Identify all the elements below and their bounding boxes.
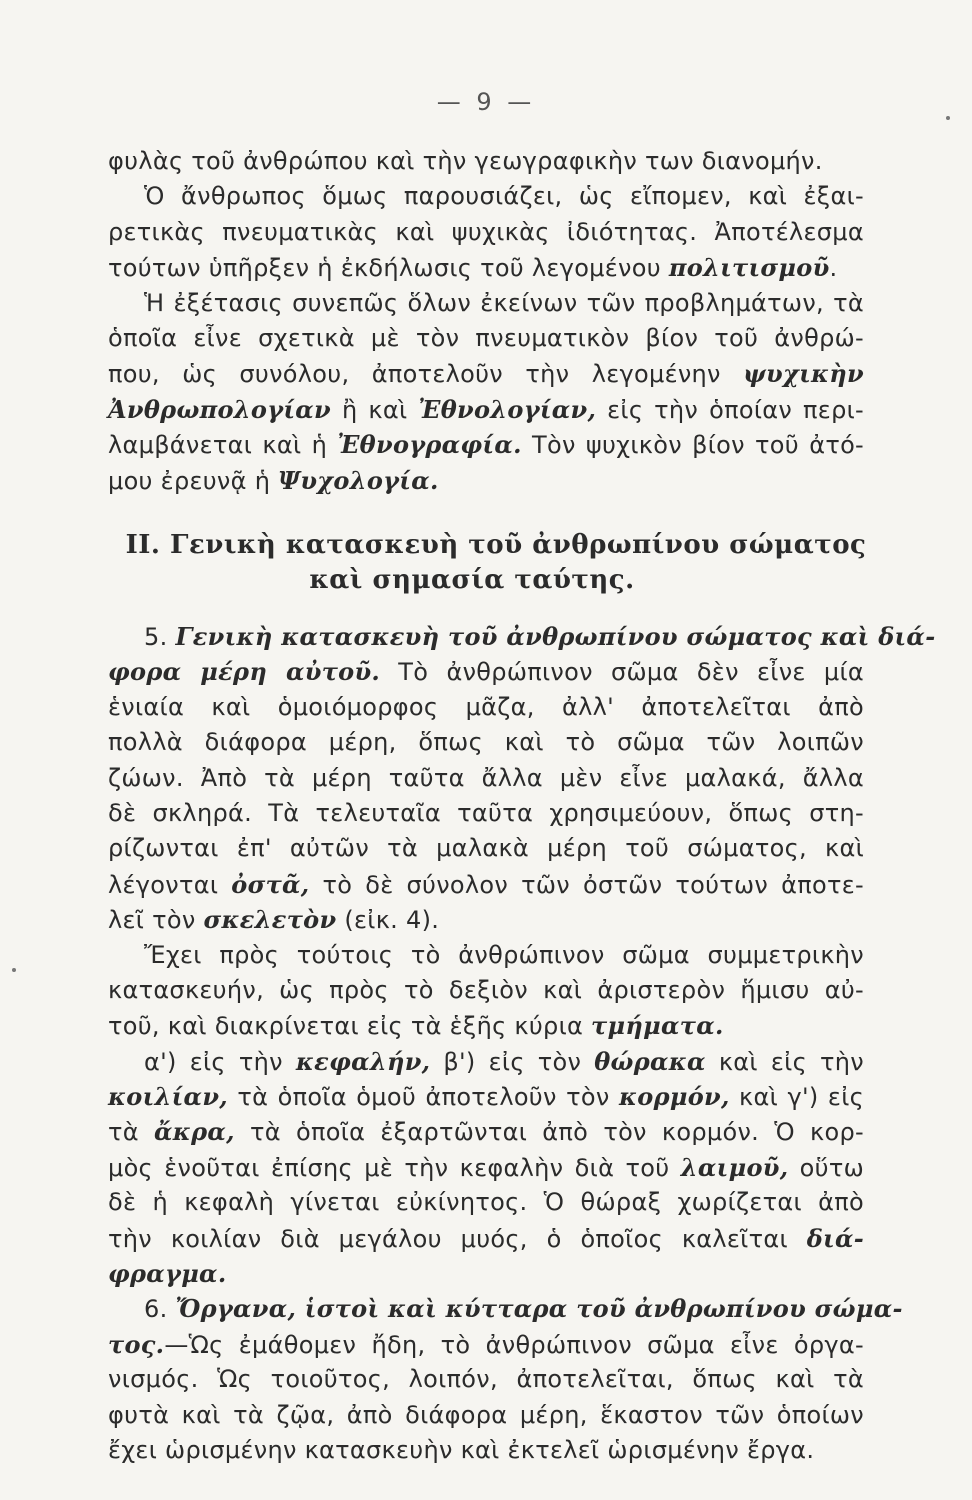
text-run: ρίζωνται ἐπ' αὐτῶν τὰ μαλακὰ μέρη τοῦ σώματος, καὶ [108, 834, 864, 863]
text-line [108, 761, 864, 796]
text-run: κατασκευήν, ὡς πρὸς τὸ δεξιὸν καὶ ἀριστερὸν ἥμισυ αὐ- [108, 975, 864, 1004]
text-run: φυτὰ καὶ τὰ ζῷα, ἀπὸ διάφορα μέρη, ἕκαστον τῶν ὁποίων [108, 1400, 864, 1429]
text-run: τὴν κοιλίαν διὰ μεγάλου μυός, ὁ ὁποῖος καλεῖται [108, 1224, 807, 1253]
emphasized-term: θώρακα [594, 1046, 706, 1076]
text-run: μου ἐρευνᾷ ἡ [108, 466, 279, 495]
text-line [108, 796, 864, 831]
text-run: 6. [144, 1295, 176, 1324]
text-run: Ἡ ἐξέτασις συνεπῶς ὅλων ἐκείνων τῶν προβλημάτων, τὰ [144, 288, 864, 317]
emphasized-term: Γενικὴ κατασκευὴ τοῦ ἀνθρωπίνου σώματος καὶ διά- [175, 622, 936, 651]
text-line [108, 973, 864, 1008]
text-line [108, 1433, 864, 1468]
text-line [108, 1291, 903, 1326]
emphasized-term: ψυχικὴν [743, 359, 864, 389]
emphasized-term: κορμόν, [618, 1082, 730, 1112]
emphasized-term: ὀστᾶ, [231, 869, 310, 899]
text-run: μὸς ἑνοῦται ἐπίσης μὲ τὴν κεφαλὴν διὰ τοῦ [108, 1153, 681, 1182]
emphasized-term: λαιμοῦ, [680, 1152, 789, 1182]
text-run: καὶ γ') εἰς [729, 1083, 864, 1112]
text-line [108, 463, 864, 498]
emphasized-term: σκελετὸν [203, 905, 337, 935]
text-line [108, 1221, 864, 1256]
emphasized-term: Ἐθνογραφία. [337, 430, 522, 460]
text-run: τὰ [108, 1118, 155, 1147]
text-line [108, 392, 864, 427]
text-line [108, 831, 864, 866]
emphasized-term: φραγμα. [108, 1259, 227, 1289]
text-run: 5. [144, 623, 176, 651]
text-line [108, 179, 864, 214]
text-line [108, 1150, 864, 1185]
text-line [108, 1079, 864, 1114]
text-run: πολλὰ διάφορα μέρη, ὅπως καὶ τὸ σῶμα τῶν λοιπῶν [108, 728, 864, 757]
text-run: δὲ σκληρά. Τὰ τελευταῖα ταῦτα χρησιμεύουν, ὅπως στη- [108, 798, 864, 827]
text-line [108, 867, 864, 902]
text-line [108, 938, 864, 973]
text-line [108, 1008, 864, 1043]
text-line [108, 1114, 864, 1149]
emphasized-term: Ἀνθρωπολογίαν [108, 394, 331, 424]
text-run: τούτων ὑπῆρξεν ἡ ἐκδήλωσις τοῦ λεγομένου [108, 254, 669, 283]
text-line [108, 654, 864, 689]
text-line [108, 902, 864, 937]
text-run: τοῦ, καὶ διακρίνεται εἰς τὰ ἑξῆς κύρια [108, 1012, 592, 1041]
text-run: λαμβάνεται καὶ ἡ [108, 431, 338, 460]
text-run: Τὸν ψυχικὸν βίον τοῦ ἀτό- [521, 431, 865, 460]
paper-speck [946, 116, 950, 120]
text-line [108, 619, 936, 654]
text-block-bottom [108, 619, 936, 1468]
text-run: τὰ ὁποῖα ὁμοῦ ἀποτελοῦν τὸν [227, 1083, 619, 1112]
text-run: —Ὡς ἐμάθομεν ἤδη, τὸ ἀνθρώπινον σῶμα εἶνε ὀργα- [164, 1330, 864, 1359]
text-line [108, 1044, 864, 1079]
emphasized-term: φορα μέρη αὐτοῦ. [108, 657, 381, 687]
text-run: φυλὰς τοῦ ἀνθρώπου καὶ τὴν γεωγραφικὴν των διανομήν. [108, 147, 823, 175]
text-run: τὸ δὲ σύνολον τῶν ὀστῶν τούτων ἀποτε- [309, 870, 864, 899]
emphasized-term: κεφαλήν, [295, 1046, 431, 1076]
text-run: Τὸ ἀνθρώπινον σῶμα δὲν εἶνε μία [380, 658, 864, 687]
paper-speck [12, 968, 16, 972]
text-run: λέγονται [108, 870, 232, 899]
emphasized-term: διά- [806, 1223, 864, 1253]
text-line [108, 250, 864, 285]
text-run: που, ὡς συνόλου, ἀποτελοῦν τὴν λεγομένην [108, 360, 744, 389]
text-run: τὰ ὁποῖα ἐξαρτῶνται ἀπὸ τὸν κορμόν. Ὁ κορ- [234, 1118, 864, 1147]
text-run: (εἰκ. 4). [336, 906, 440, 935]
text-run: λεῖ τὸν [108, 906, 204, 935]
emphasized-term: Ὄργανα, ἱστοὶ καὶ κύτταρα τοῦ ἀνθρωπίνου σώμα- [175, 1294, 903, 1324]
text-run: δὲ ἡ κεφαλὴ γίνεται εὐκίνητος. Ὁ θώραξ χωρίζεται ἀπὸ [108, 1188, 864, 1217]
emphasized-term: Ψυχολογία. [278, 465, 439, 495]
text-line [108, 356, 864, 391]
text-run: β') εἰς τὸν [430, 1047, 595, 1076]
emphasized-term: τμήματα. [591, 1011, 724, 1041]
text-run: οὕτω [788, 1153, 864, 1182]
text-block-top [108, 144, 864, 498]
text-line [108, 1362, 864, 1397]
text-line [108, 427, 864, 462]
text-run: εἰς τὴν ὁποίαν περι- [596, 395, 864, 424]
text-line [108, 1327, 864, 1362]
text-line [108, 690, 864, 725]
text-run: ὁποῖα εἶνε σχετικὰ μὲ τὸν πνευματικὸν βίον τοῦ ἀνθρώ- [108, 323, 864, 352]
text-line [108, 1398, 864, 1433]
text-run: Ὁ ἄνθρωπος ὅμως παρουσιάζει, ὡς εἴπομεν, καὶ ἐξαι- [144, 182, 864, 211]
emphasized-term: ἄκρα, [154, 1117, 235, 1147]
emphasized-term: πολιτισμοῦ [668, 253, 830, 283]
text-line [108, 286, 864, 321]
text-run: ζώων. Ἀπὸ τὰ μέρη ταῦτα ἄλλα μὲν εἶνε μαλακά, ἄλλα [108, 763, 864, 792]
emphasized-term: κοιλίαν, [108, 1082, 228, 1112]
section-heading-line-2: καὶ σημασία ταύτης. [309, 565, 635, 595]
text-run: . [829, 254, 838, 283]
text-line [108, 1256, 864, 1291]
text-line [108, 321, 864, 356]
text-run: ἔχει ὡρισμένην κατασκευὴν καὶ ἐκτελεῖ ὡρισμένην ἔργα. [108, 1435, 815, 1464]
text-run: νισμός. Ὡς τοιοῦτος, λοιπόν, ἀποτελεῖται, ὅπως καὶ τὰ [108, 1365, 864, 1394]
text-run: Ἔχει πρὸς τούτοις τὸ ἀνθρώπινον σῶμα συμμετρικὴν [144, 940, 864, 969]
emphasized-term: Ἐθνολογίαν, [418, 394, 597, 424]
text-line [108, 1185, 864, 1220]
section-heading-line-1: ΙΙ. Γενικὴ κατασκευὴ τοῦ ἀνθρωπίνου σώματος [125, 530, 867, 560]
text-run: α') εἰς τὴν [144, 1047, 296, 1076]
text-run: ρετικὰς πνευματικὰς καὶ ψυχικὰς ἰδιότητας. Ἀποτέλεσμα [108, 217, 864, 246]
page-number: — 9 — [436, 88, 536, 116]
text-run: ἑνιαία καὶ ὁμοιόμορφος μᾶζα, ἀλλ' ἀποτελεῖται ἀπὸ [108, 692, 864, 721]
text-line [108, 144, 864, 179]
text-line [108, 215, 864, 250]
text-line [108, 725, 864, 760]
text-run: καὶ εἰς τὴν [705, 1047, 864, 1076]
emphasized-term: τος. [108, 1329, 165, 1359]
text-run: ἢ καὶ [330, 395, 419, 424]
